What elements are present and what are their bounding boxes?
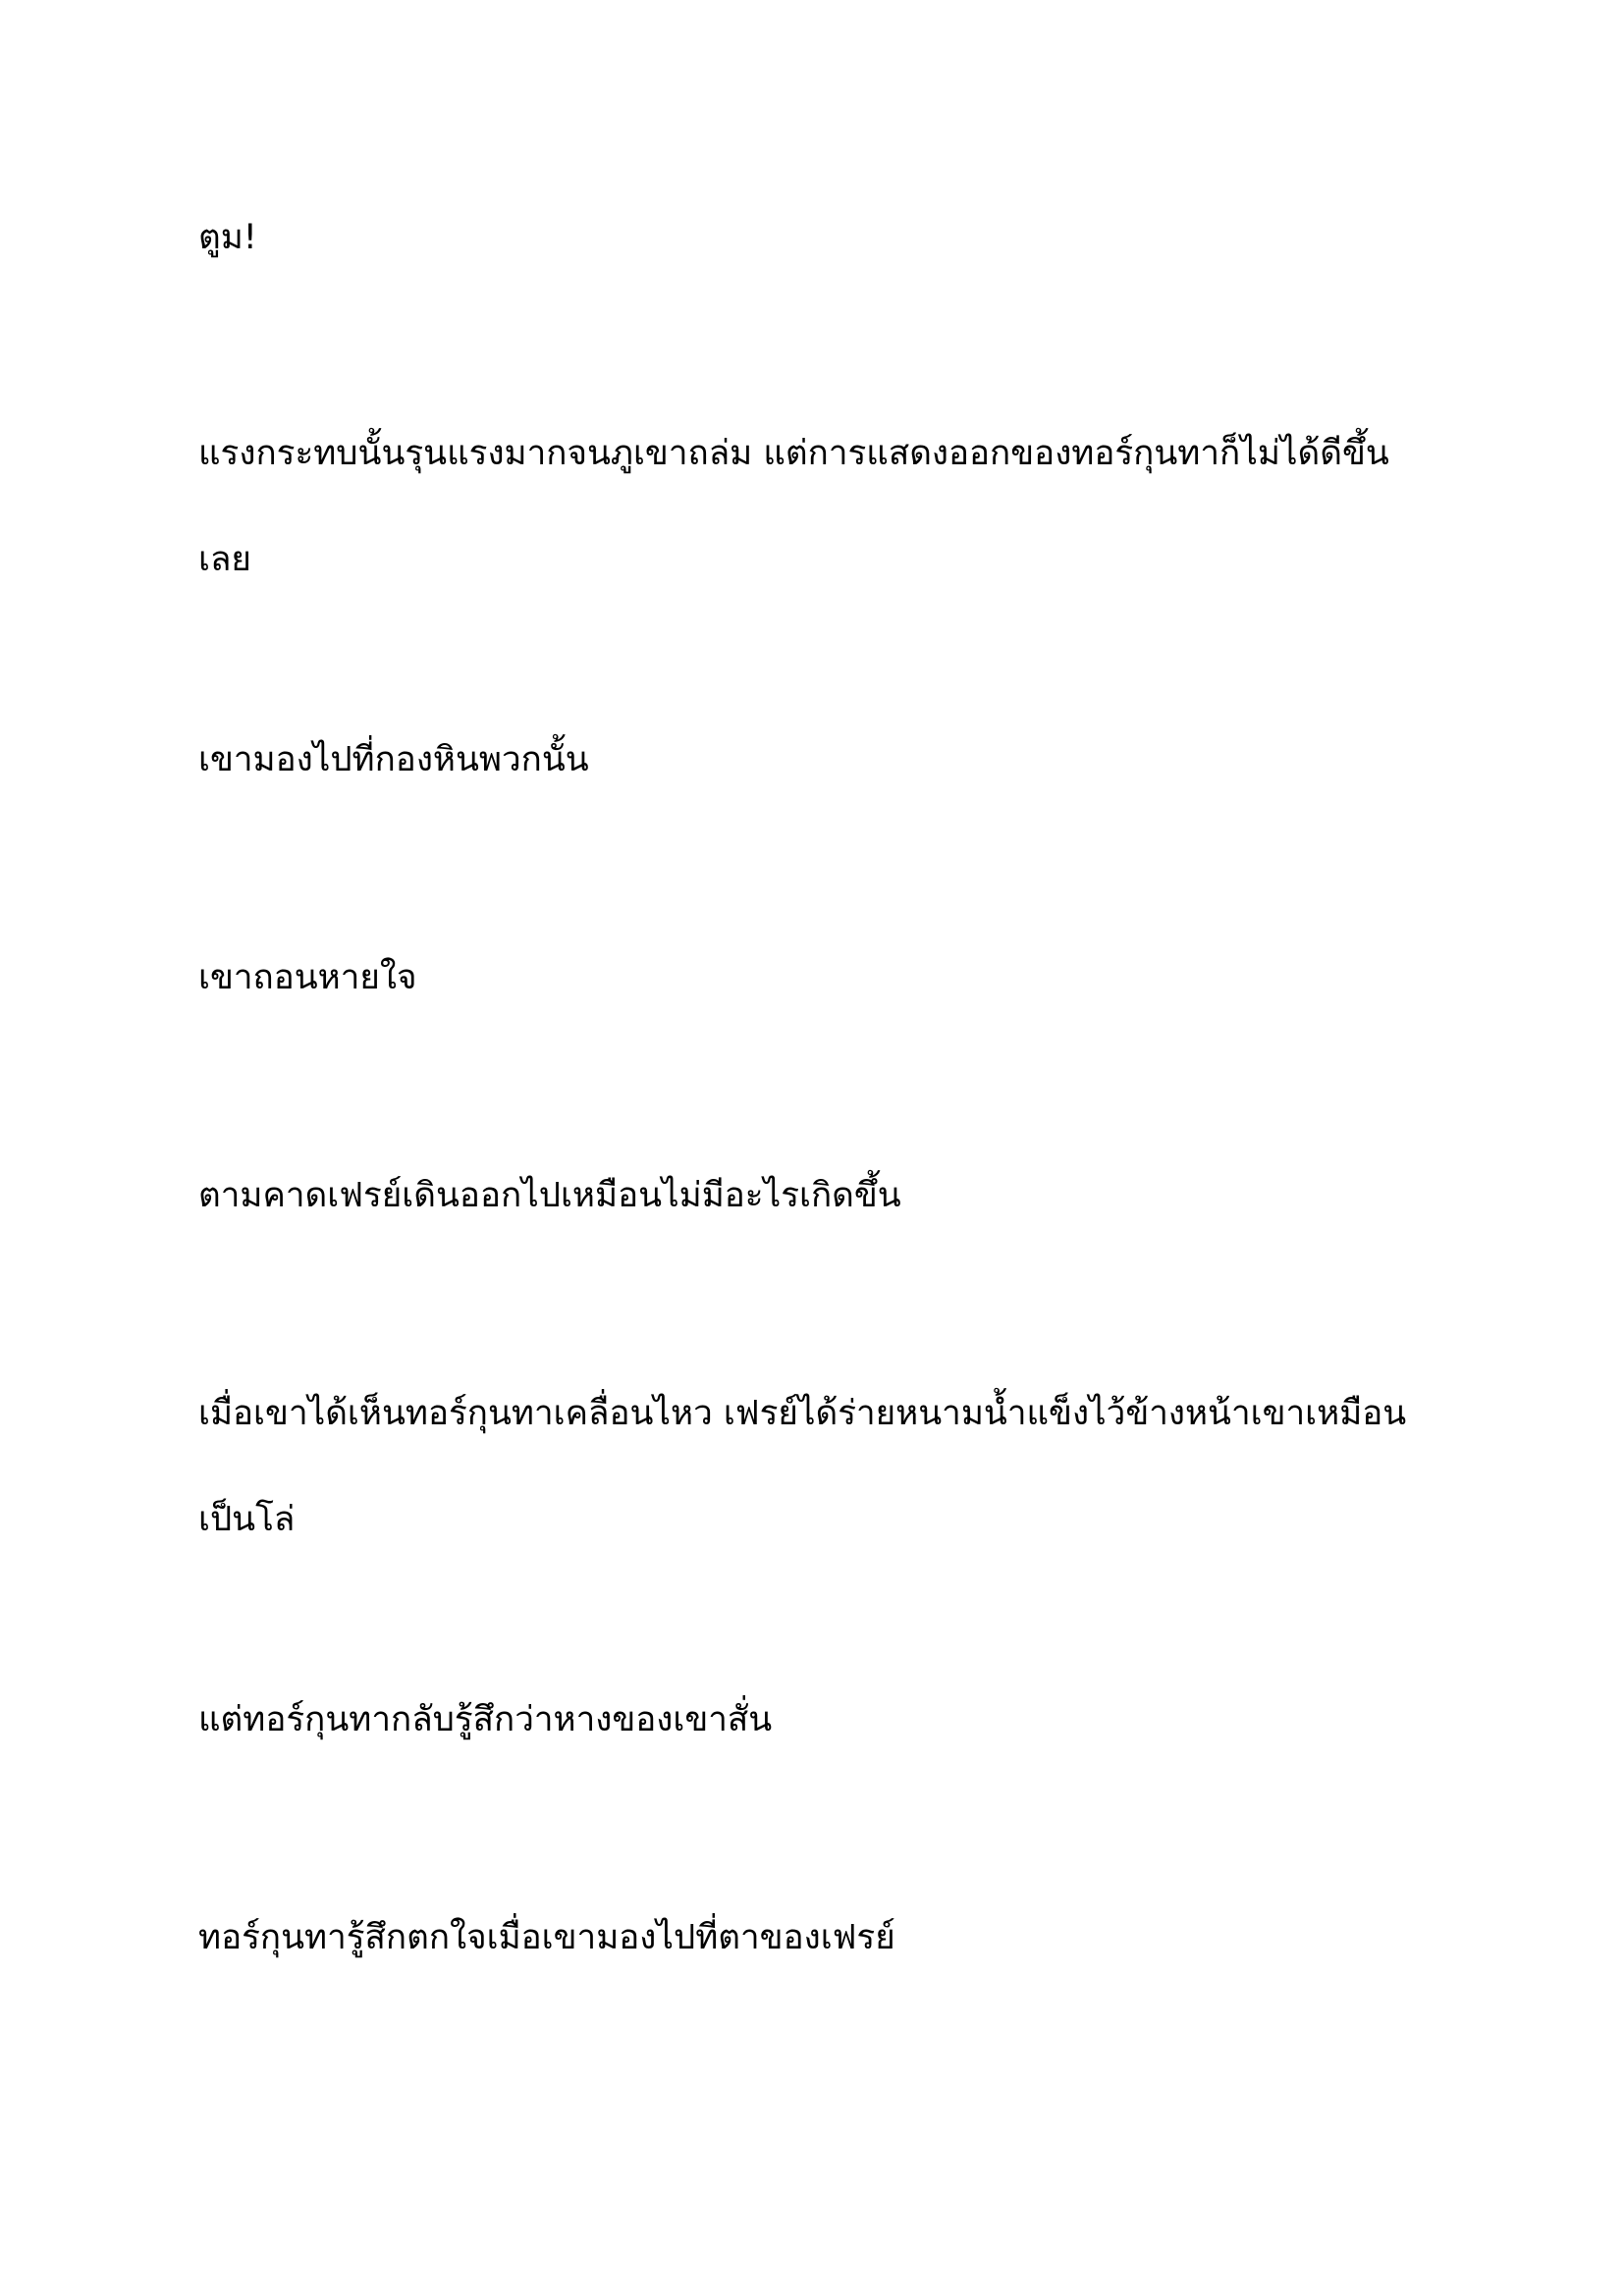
paragraph-7: แต่ทอร์กุนทากลับรู้สึกว่าหางของเขาสั่น xyxy=(198,1700,773,1739)
paragraph-8: ทอร์กุนทารู้สึกตกใจเมื่อเขามองไปที่ตาของเฟรย์ xyxy=(198,1918,895,1957)
paragraph-5: ตามคาดเฟรย์เดินออกไปเหมือนไม่มีอะไรเกิดขึ้น xyxy=(198,1176,901,1215)
paragraph-6: เมื่อเขาได้เห็นทอร์กุนทาเคลื่อนไหว เฟรย์ได้ร่ายหนามน้ำแข็งไว้ข้างหน้าเขาเหมือนเป็นโล่ xyxy=(198,1394,1407,1539)
paragraph-2: แรงกระทบนั้นรุนแรงมากจนภูเขาถล่ม แต่การแสดงออกของทอร์กุนทาก็ไม่ได้ดีขึ้นเลย xyxy=(198,434,1389,579)
paragraph-4: เขาถอนหายใจ xyxy=(198,958,417,997)
paragraph-1: ตูม! xyxy=(198,218,257,257)
paragraph-3: เขามองไปที่กองหินพวกนั้น xyxy=(198,740,589,779)
